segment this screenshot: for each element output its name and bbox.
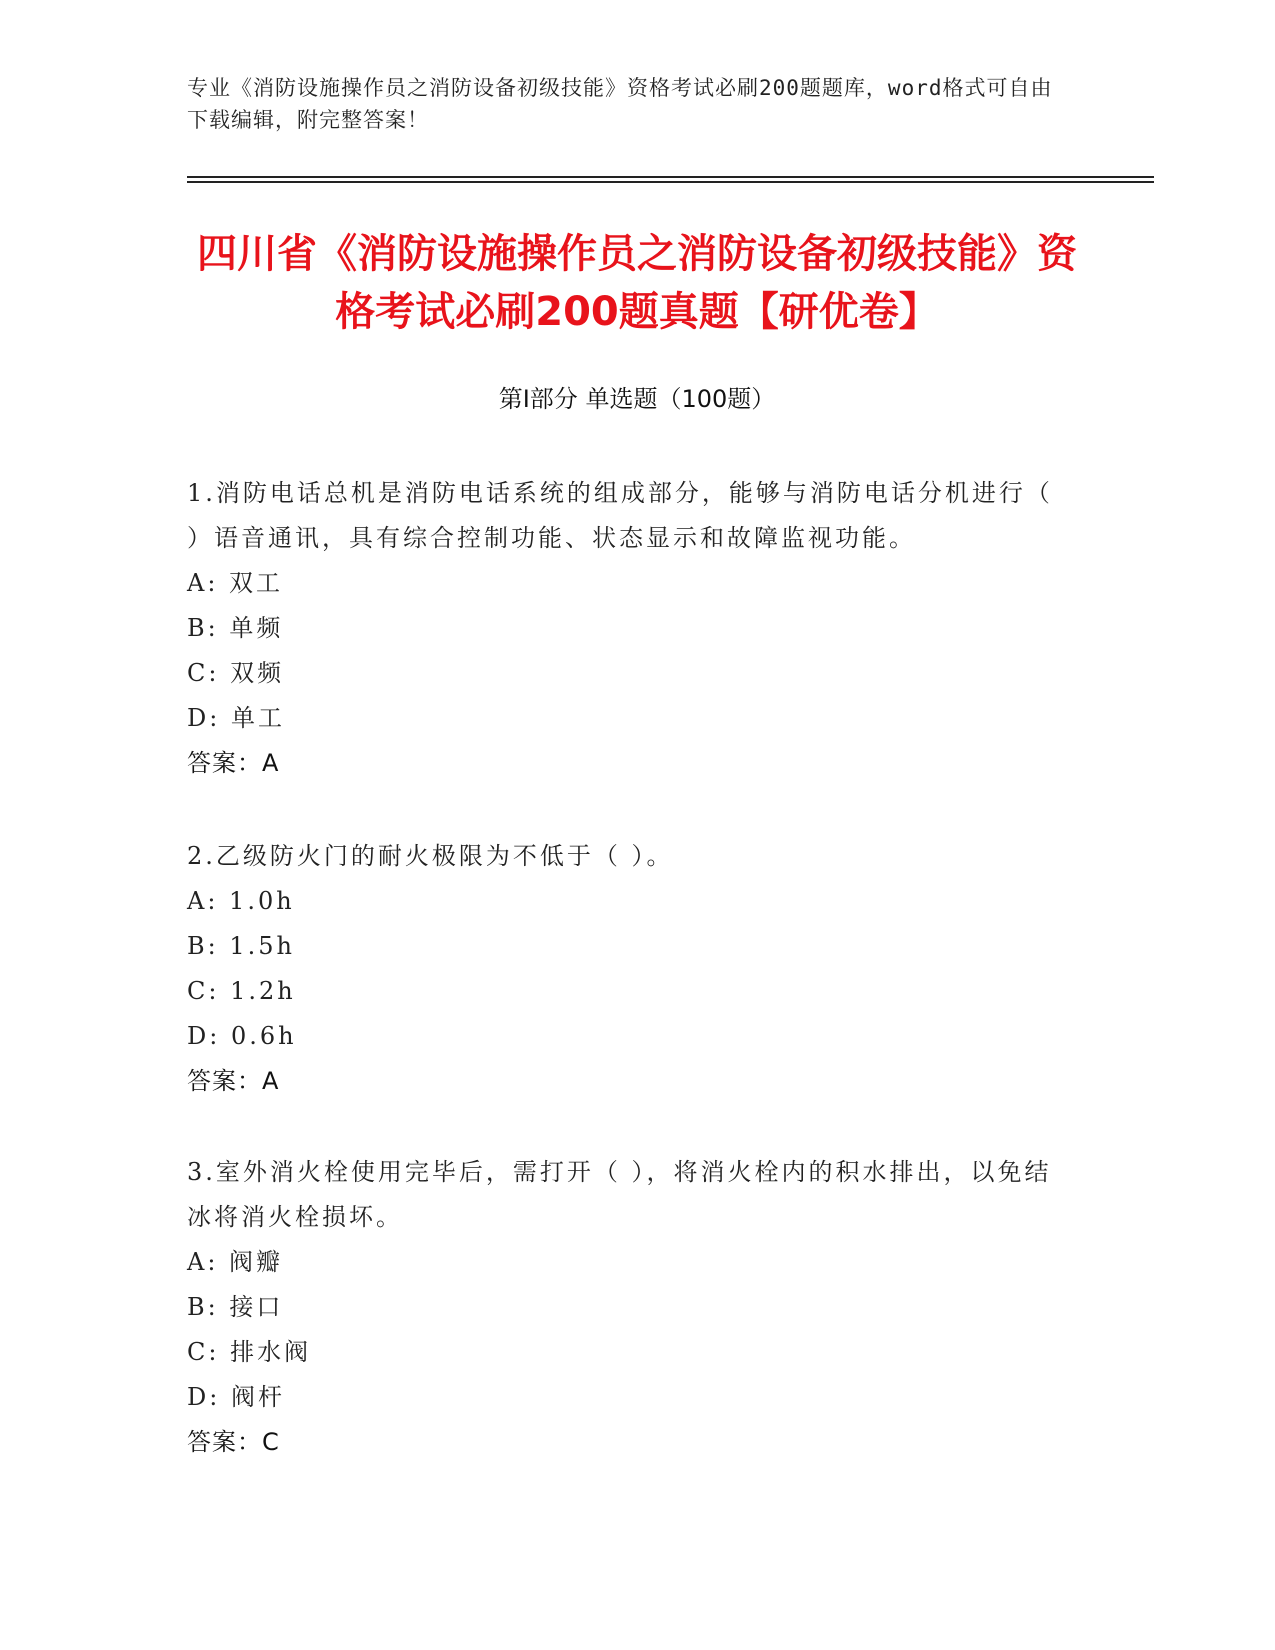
option-d: D: 阀杆 — [187, 1383, 285, 1411]
option-d: D: 单工 — [187, 704, 285, 732]
question-stem: 2.乙级防火门的耐火极限为不低于（ ）。 — [187, 842, 674, 870]
header-rule-top — [187, 176, 1154, 178]
question-stem: 1.消防电话总机是消防电话系统的组成部分，能够与消防电话分机进行（ ）语音通讯，具有综合控制功能、状态显示和故障监视功能。 — [187, 479, 1053, 552]
question-stem: 3.室外消火栓使用完毕后，需打开（ ），将消火栓内的积水排出，以免结冰将消火栓损坏。 — [187, 1158, 1052, 1231]
option-c: C: 排水阀 — [187, 1338, 312, 1366]
option-b: B: 1.5h — [187, 932, 295, 960]
option-a: A: 1.0h — [187, 887, 295, 915]
option-b: B: 接口 — [187, 1293, 284, 1321]
option-a: A: 阀瓣 — [187, 1248, 284, 1276]
answer: 答案：A — [187, 749, 280, 777]
question-1 — [187, 471, 1067, 786]
header-note: 专业《消防设施操作员之消防设备初级技能》资格考试必刷200题题库，word格式可自由下载编辑，附完整答案！ — [187, 76, 1053, 132]
answer: 答案：A — [187, 1067, 280, 1095]
answer: 答案：C — [187, 1428, 280, 1456]
option-b: B: 单频 — [187, 614, 284, 642]
option-d: D: 0.6h — [187, 1022, 297, 1050]
question-2 — [187, 834, 1067, 1104]
option-c: C: 双频 — [187, 659, 285, 687]
option-a: A: 双工 — [187, 569, 284, 597]
option-c: C: 1.2h — [187, 977, 296, 1005]
question-3 — [187, 1150, 1067, 1465]
section-title: 第Ⅰ部分 单选题（100题） — [498, 385, 776, 413]
document-title: 四川省《消防设施操作员之消防设备初级技能》资格考试必刷200题真题【研优卷】 — [197, 231, 1077, 335]
header-rule-bottom — [187, 181, 1154, 183]
